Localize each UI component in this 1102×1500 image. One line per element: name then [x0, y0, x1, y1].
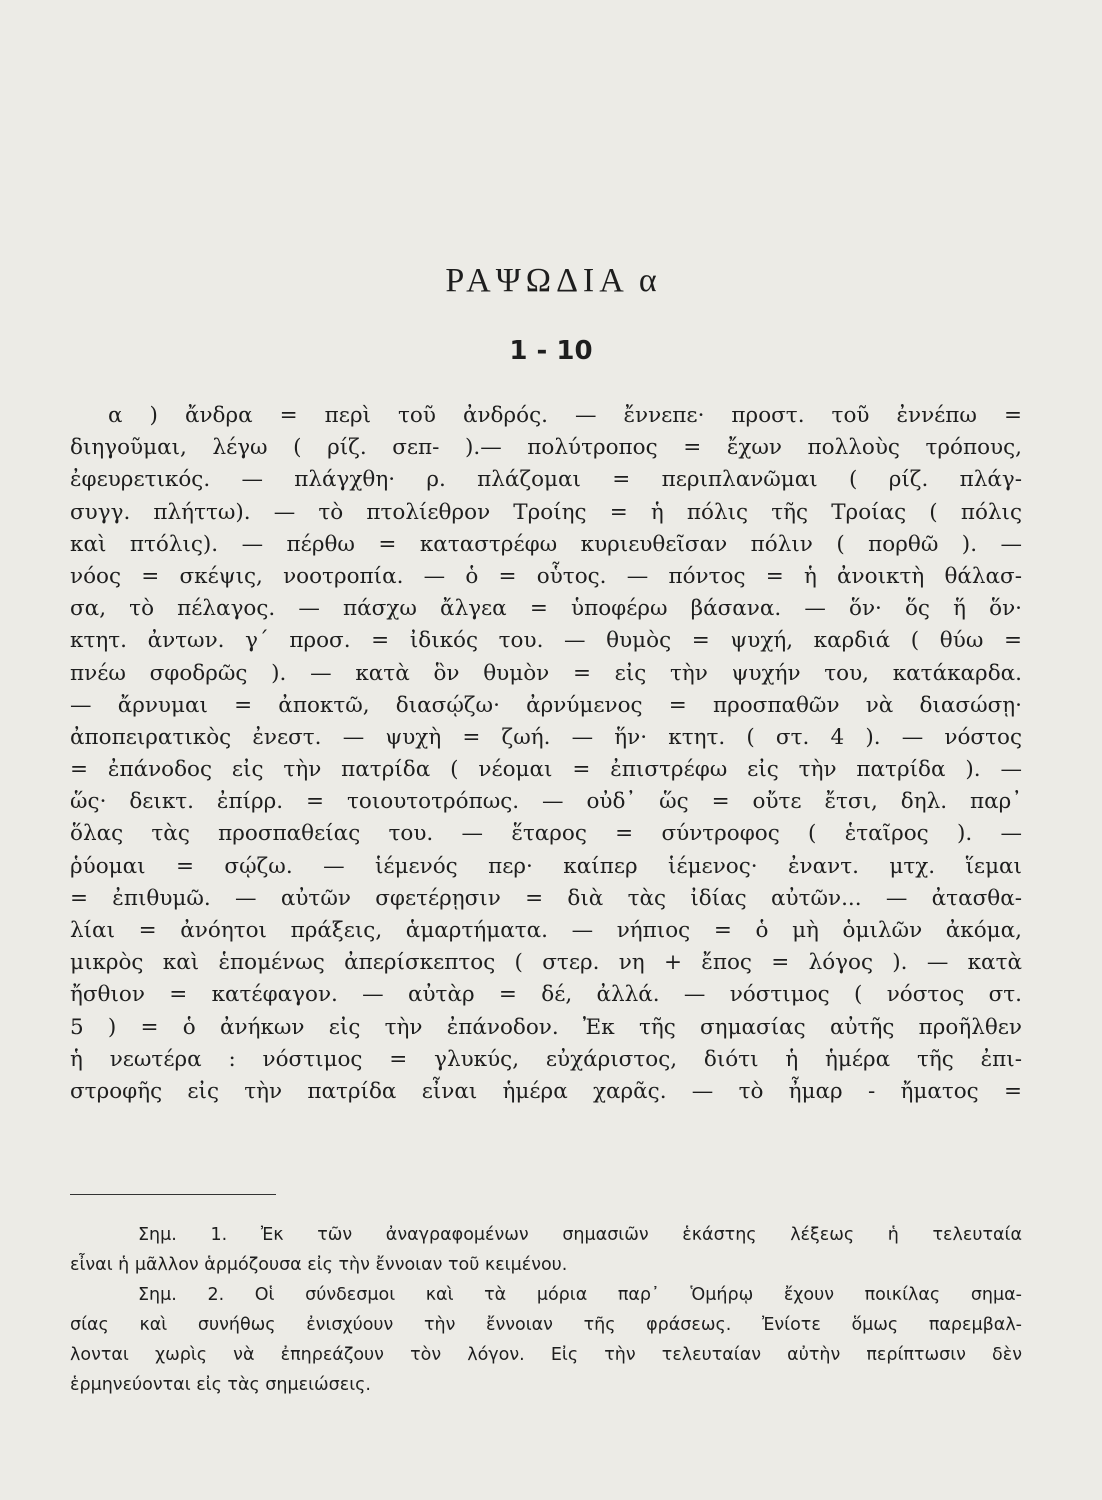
footnote-separator — [70, 1194, 276, 1195]
footnote-line: Σημ. 2. Οἱ σύνδεσμοι καὶ τὰ μόρια παρ᾿ Ὁμήρῳ ἔχουν ποικίλας σημα- — [138, 1285, 1022, 1305]
commentary-line: πνέω σφοδρῶς ). — κατὰ ὃν θυμὸν = εἰς τὴν ψυχήν του, κατάκαρδα. — [70, 660, 1022, 686]
footnote-line: σίας καὶ συνήθως ἐνισχύουν τὴν ἔννοιαν τῆς φράσεως. Ἐνίοτε ὅμως παρεμβαλ- — [70, 1315, 1022, 1335]
verse-range: 1 - 10 — [509, 336, 593, 366]
commentary-line: = ἐπιθυμῶ. — αὐτῶν σφετέρῃσιν = διὰ τὰς ἰδίας αὐτῶν... — ἀτασθα- — [70, 885, 1022, 911]
commentary-line: α ) ἄνδρα = περὶ τοῦ ἀνδρός. — ἔννεπε· προστ. τοῦ ἐννέπω = — [108, 403, 1022, 428]
commentary-line: 5 ) = ὁ ἀνήκων εἰς τὴν ἐπάνοδον. Ἐκ τῆς σημασίας αὐτῆς προῆλθεν — [70, 1014, 1022, 1040]
commentary-line: συγγ. πλήττω). — τὸ πτολίεθρον Τροίης = ἡ πόλις τῆς Τροίας ( πόλις — [70, 499, 1022, 525]
footnote-line: εἶναι ἡ μᾶλλον ἁρμόζουσα εἰς τὴν ἔννοιαν τοῦ κειμένου. — [70, 1255, 568, 1275]
chapter-title-suffix: α — [638, 262, 657, 299]
commentary-line: σα, τὸ πέλαγος. — πάσχω ἄλγεα = ὑποφέρω βάσανα. — ὅν· ὅς ἥ ὅν· — [70, 596, 1022, 622]
commentary-line: διηγοῦμαι, λέγω ( ρίζ. σεπ- ).— πολύτροπος = ἔχων πολλοὺς τρόπους, — [70, 435, 1022, 461]
chapter-title — [0, 262, 1102, 300]
footnote-line: ἑρμηνεύονται εἰς τὰς σημειώσεις. — [70, 1375, 371, 1395]
commentary-line: ἡ νεωτέρα : νόστιμος = γλυκύς, εὐχάριστος, διότι ἡ ἡμέρα τῆς ἐπι- — [70, 1046, 1022, 1072]
commentary-body — [70, 400, 1022, 1108]
commentary-line: μικρὸς καὶ ἑπομένως ἀπερίσκεπτος ( στερ. νη + ἔπος = λόγος ). — κατὰ — [70, 950, 1022, 976]
commentary-line: στροφῆς εἰς τὴν πατρίδα εἶναι ἡμέρα χαρᾶς. — τὸ ἦμαρ - ἤματος = — [70, 1078, 1022, 1104]
commentary-line: ἀποπειρατικὸς ἐνεστ. — ψυχὴ = ζωή. — ἥν· κτητ. ( στ. 4 ). — νόστος — [70, 724, 1022, 750]
commentary-line: λίαι = ἀνόητοι πράξεις, ἁμαρτήματα. — νήπιος = ὁ μὴ ὁμιλῶν ἀκόμα, — [70, 918, 1022, 943]
commentary-line: — ἄρνυμαι = ἀποκτῶ, διασῴζω· ἀρνύμενος = προσπαθῶν νὰ διασώσῃ· — [70, 692, 1022, 718]
commentary-line: ἐφευρετικός. — πλάγχθη· ρ. πλάζομαι = περιπλανῶμαι ( ρίζ. πλάγ- — [70, 467, 1022, 493]
commentary-line: = ἐπάνοδος εἰς τὴν πατρίδα ( νέομαι = ἐπιστρέφω εἰς τὴν πατρίδα ). — — [70, 757, 1022, 783]
chapter-title-text: ΡΑΨΩΔΙΑ — [445, 262, 629, 299]
commentary-line: νόος = σκέψις, νοοτροπία. — ὁ = οὗτος. — πόντος = ἡ ἀνοικτὴ θάλασ- — [70, 563, 1022, 589]
commentary-line: ὅλας τὰς προσπαθείας του. — ἕταρος = σύντροφος ( ἑταῖρος ). — — [70, 821, 1022, 847]
footnote — [70, 1280, 1022, 1400]
commentary-line: ῥύομαι = σῴζω. — ἱέμενός περ· καίπερ ἱέμενος· ἐναντ. μτχ. ἵεμαι — [70, 853, 1022, 879]
commentary-line: καὶ πτόλις). — πέρθω = καταστρέφω κυριευθεῖσαν πόλιν ( πορθῶ ). — — [70, 531, 1022, 557]
footnote-line: λονται χωρὶς νὰ ἐπηρεάζουν τὸν λόγον. Εἰς τὴν τελευταίαν αὐτὴν περίπτωσιν δὲν — [70, 1345, 1022, 1365]
footnote — [70, 1220, 1022, 1280]
commentary-line: ὥς· δεικτ. ἐπίρρ. = τοιουτοτρόπως. — οὐδ᾿ ὥς = οὔτε ἔτσι, δηλ. παρ᾿ — [70, 789, 1022, 815]
commentary-line: κτητ. ἀντων. γ´ προσ. = ἰδικός του. — θυμὸς = ψυχή, καρδιά ( θύω = — [70, 628, 1022, 654]
footnote-line: Σημ. 1. Ἐκ τῶν ἀναγραφομένων σημασιῶν ἑκάστης λέξεως ἡ τελευταία — [138, 1225, 1022, 1245]
footnotes — [70, 1220, 1022, 1400]
commentary-line: ἤσθιον = κατέφαγον. — αὐτὰρ = δέ, ἀλλά. — νόστιμος ( νόστος στ. — [70, 982, 1022, 1008]
